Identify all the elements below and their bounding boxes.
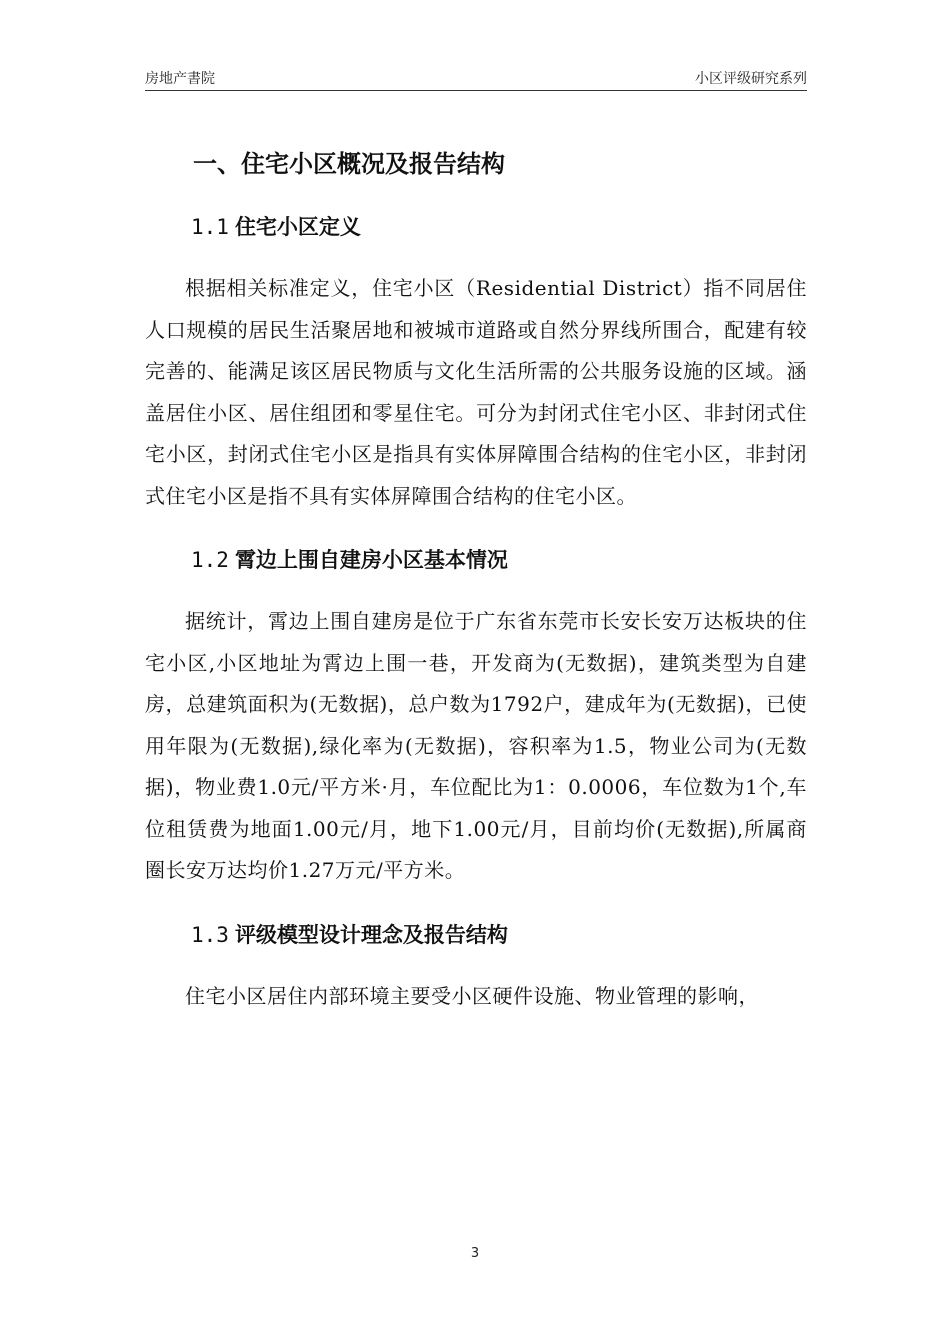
section-paragraph: 住宅小区居住内部环境主要受小区硬件设施、物业管理的影响， xyxy=(185,983,759,1008)
chapter-title: 一、住宅小区概况及报告结构 xyxy=(193,150,505,178)
section-heading-1-2 xyxy=(145,545,807,575)
section-number: 1.1 xyxy=(191,215,229,239)
document-body xyxy=(145,140,807,1017)
section-number: 1.3 xyxy=(191,922,229,947)
page-header xyxy=(145,66,807,91)
page-number: 3 xyxy=(470,1246,480,1261)
header-series: 小区评级研究系列 xyxy=(695,71,807,87)
section-title: 霄边上围自建房小区基本情况 xyxy=(234,548,508,572)
section-heading-1-3 xyxy=(145,920,807,950)
header-publisher: 房地产書院 xyxy=(145,71,215,87)
section-number: 1.2 xyxy=(191,548,229,572)
section-paragraph: 根据相关标准定义，住宅小区（Residential District）指不同居住人口规模的居民生活聚居地和被城市道路或自然分界线所围合，配建有较完善的、能满足该区居民物质与文化生活所需的公共服务设施的区域。涵盖居住小区、居住组团和零星住宅。可分为封闭式住宅小区、非封闭式住宅小区，封闭式住宅小区是指具有实体屏障围合结构的住宅小区，非封闭式住宅小区是指不具有实体屏障围合结构的住宅小区。 xyxy=(145,276,807,508)
section-paragraph: 据统计，霄边上围自建房是位于广东省东莞市长安长安万达板块的住宅小区,小区地址为霄边上围一巷，开发商为(无数据)，建筑类型为自建房，总建筑面积为(无数据)，总户数为1792户，建成年为(无数据)，已使用年限为(无数据),绿化率为(无数据)，容积率为1.5，物业公司为(无数据)，物业费1.0元/平方米·月，车位配比为1：0.0006，车位数为1个,车位租赁费为地面1.00元/月，地下1.00元/月，目前均价(无数据),所属商圈长安万达均价1.27万元/平方米。 xyxy=(145,609,807,882)
section-title: 评级模型设计理念及报告结构 xyxy=(234,922,508,947)
section-title: 住宅小区定义 xyxy=(234,215,361,239)
section-heading-1-1 xyxy=(145,212,807,242)
